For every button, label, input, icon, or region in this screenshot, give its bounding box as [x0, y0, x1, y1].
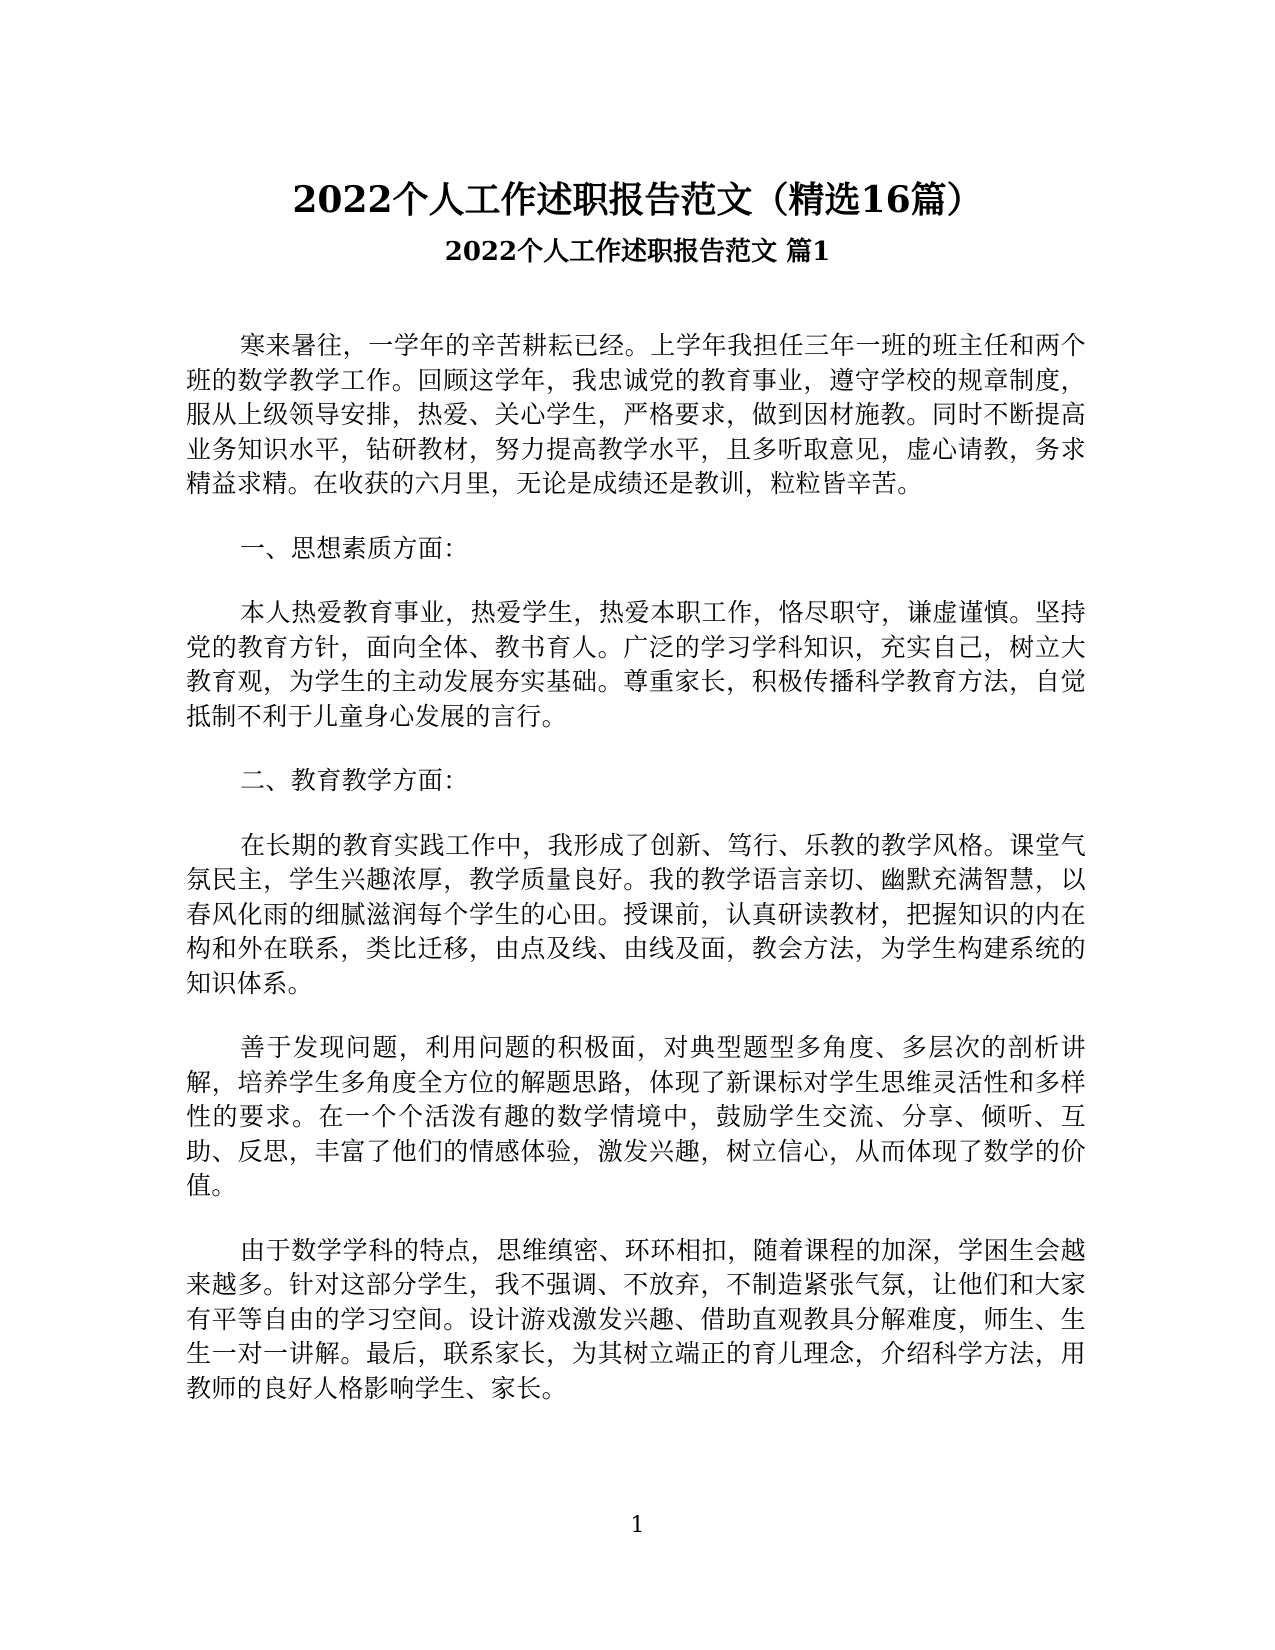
heading-ideology: 一、思想素质方面： [240, 533, 469, 563]
paragraph-intro: 寒来暑往，一学年的辛苦耕耘已经。上学年我担任三年一班的班主任和两个班的数学教学工作。回顾这学年，我忠诚党的教育事业，遵守学校的规章制度，服从上级领导安排，热爱、关心学生，严格要求，做到因材施教。同时不断提高业务知识水平，钻研教材，努力提高教学水平，且多听取意见，虚心请教，务求精益求精。在收获的六月里，无论是成绩还是教训，粒粒皆辛苦。 [186, 331, 1086, 498]
page-number: 1 [630, 1513, 645, 1538]
paragraph-problem-solving: 善于发现问题，利用问题的积极面，对典型题型多角度、多层次的剖析讲解，培养学生多角度全方位的解题思路，体现了新课标对学生思维灵活性和多样性的要求。在一个个活泼有趣的数学情境中，鼓励学生交流、分享、倾听、互助、反思，丰富了他们的情感体验，激发兴趣，树立信心，从而体现了数学的价值。 [186, 1033, 1086, 1200]
document-title: 2022个人工作述职报告范文（精选16篇） [292, 179, 983, 221]
paragraph-ideology: 本人热爱教育事业，热爱学生，热爱本职工作，恪尽职守，谦虚谨慎。坚持党的教育方针，面向全体、教书育人。广泛的学习学科知识，充实自己，树立大教育观，为学生的主动发展夯实基础。尊重家长，积极传播科学教育方法，自觉抵制不利于儿童身心发展的言行。 [186, 598, 1086, 731]
paragraph-struggling-students: 由于数学学科的特点，思维缜密、环环相扣，随着课程的加深，学困生会越来越多。针对这部分学生，我不强调、不放弃，不制造紧张气氛，让他们和大家有平等自由的学习空间。设计游戏激发兴趣、借助直观教具分解难度，师生、生生一对一讲解。最后，联系家长，为其树立端正的育儿理念，介绍科学方法，用教师的良好人格影响学生、家长。 [186, 1235, 1086, 1403]
heading-teaching: 二、教育教学方面： [240, 766, 469, 795]
section-title: 2022个人工作述职报告范文 篇1 [444, 237, 831, 267]
paragraph-teaching-style: 在长期的教育实践工作中，我形成了创新、笃行、乐教的教学风格。课堂气氛民主，学生兴趣浓厚，教学质量良好。我的教学语言亲切、幽默充满智慧，以春风化雨的细腻滋润每个学生的心田。授课前，认真研读教材，把握知识的内在构和外在联系，类比迁移，由点及线、由线及面，教会方法，为学生构建系统的知识体系。 [186, 830, 1086, 998]
document-body [186, 329, 1086, 1436]
